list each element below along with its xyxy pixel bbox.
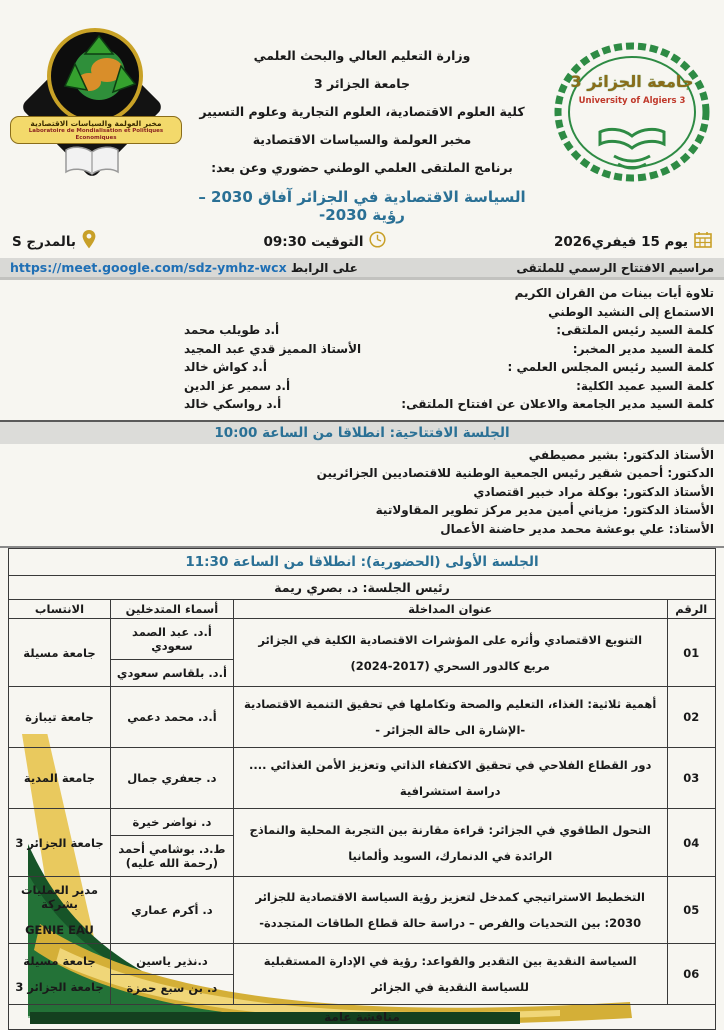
paper-title: السياسة النقدية بين التقدير والقواعد: رؤية في الإدارة المستقبلية للسياسة النقدية في الجزائر	[233, 944, 667, 1005]
speaker-line: الأستاذ الدكتور: بشير مصيطفي	[528, 447, 714, 462]
open-book-icon	[64, 146, 120, 184]
ministry-line: وزارة التعليم العالي والبحث العلمي	[253, 48, 471, 63]
paper-title: التحول الطاقوي في الجزائر: قراءة مقارنة بين التجربة المحلية والنماذج الرائدة في الدنمارك، السويد وألمانيا	[233, 809, 667, 877]
university-logo-english: University of Algiers 3	[578, 96, 686, 106]
speakers-entry: أ.د. عبد الصمد سعودي	[132, 625, 212, 653]
table-header-row	[9, 600, 716, 619]
column-affiliation: الانتساب	[9, 600, 111, 619]
speakers-cell	[110, 687, 233, 748]
paper-number: 06	[667, 944, 715, 1005]
info-row	[0, 230, 724, 253]
ceremony-item	[10, 303, 714, 322]
table-row	[9, 619, 716, 687]
header-text-block	[182, 0, 542, 224]
session-chair: رئيس الجلسة: د. بصري ريمة	[9, 576, 716, 600]
ceremony-speaker-name: أ.د سمير عز الدين	[184, 378, 291, 393]
paper-title: التنويع الاقتصادي وأثره على المؤشرات الاقتصادية الكلية في الجزائر مربع كالدور السحري (2017-2024)	[233, 619, 667, 687]
speakers-cell	[110, 877, 233, 944]
ceremony-item	[10, 377, 714, 396]
speaker-line: الأستاذ: علي بوعشة محمد مدير حاضنة الأعمال	[440, 521, 714, 536]
ceremony-label: كلمة السيد عميد الكلية:	[576, 378, 714, 393]
speakers-cell	[110, 748, 233, 809]
ceremony-item	[10, 395, 714, 414]
column-number: الرقم	[667, 600, 715, 619]
ceremony-label: كلمة السيد رئيس الملتقى:	[556, 323, 714, 337]
event-date: يوم 15 فيفري2026	[553, 233, 688, 250]
ceremony-label: كلمة السيد رئيس المجلس العلمي :	[507, 360, 714, 374]
speakers-entry: ط.د. بوشامي أحمد (رحمة الله عليه)	[111, 835, 233, 876]
table-row	[9, 809, 716, 877]
speakers-cell	[110, 809, 233, 877]
paper-title: أهمية ثلاثية: الغذاء، التعليم والصحة وتكاملها في تحقيق التنمية الاقتصادية -الإشارة الى حالة الجزائر -	[233, 687, 667, 748]
lab-logo-banner	[10, 116, 182, 144]
paper-title: التخطيط الاستراتيجي كمدخل لتعزيز رؤية السياسة الاقتصادية للجزائر 2030: بين التحديات والفرص – دراسة حالة قطاع الطاقات المتجددة-	[233, 877, 667, 944]
ceremony-label: كلمة السيد مدير الجامعة والاعلان عن افتتاح الملتقى:	[401, 397, 714, 411]
speakers-entry: أ.د. بلقاسم سعودي	[111, 659, 233, 686]
date-item	[554, 232, 712, 252]
ceremony-item	[10, 340, 714, 359]
speakers-cell	[110, 619, 233, 687]
aff-cell	[9, 619, 111, 687]
faculty-line: كلية العلوم الاقتصادية، العلوم التجارية وعلوم التسيير	[199, 104, 525, 119]
table-row	[9, 687, 716, 748]
aff-entry: مدير العمليات بشركة	[21, 883, 98, 911]
opening-ceremony-list	[0, 280, 724, 414]
speaker-line: الدكتور: أحمين شقير رئيس الجمعية الوطنية للاقتصاديين الجزائريين	[316, 466, 714, 480]
calendar-icon	[694, 232, 712, 252]
clock-icon	[369, 231, 386, 252]
opening-session	[0, 420, 724, 549]
aff-entry: جامعة مسيلة	[23, 645, 96, 660]
paper-number: 01	[667, 619, 715, 687]
event-time: التوقيت 09:30	[263, 233, 364, 250]
ceremony-item	[10, 358, 714, 377]
column-speakers: أسماء المتدخلين	[110, 600, 233, 619]
general-discussion-row: مناقشة عامة	[9, 1005, 716, 1030]
meet-link-group	[10, 260, 358, 275]
opening-session-speakers	[0, 444, 724, 549]
paper-title: دور القطاع الفلاحي في تحقيق الاكتفاء الذاتي وتعزيز الأمن الغذائي .... دراسة استشرافية	[233, 748, 667, 809]
opening-session-title: الجلسة الافتتاحية: انطلاقا من الساعة 10:00	[0, 422, 724, 444]
ceremony-item	[10, 284, 714, 303]
aff-cell	[9, 944, 111, 1005]
speakers-entry: د. جعفري جمال	[127, 771, 217, 785]
venue-item	[12, 230, 96, 253]
ceremony-speaker-name: الأستاذ المميز قدي عبد المجيد	[184, 341, 362, 356]
link-label: على الرابط	[290, 261, 358, 275]
speakers-entry: د. نواضر خيرة	[132, 815, 212, 829]
laboratory-line: مخبر العولمة والسياسات الاقتصادية	[252, 132, 472, 147]
location-pin-icon	[82, 230, 96, 253]
ceremony-label: كلمة السيد مدير المخبر:	[572, 341, 714, 356]
table-row	[9, 877, 716, 944]
ceremony-label: تلاوة أيات بينات من القران الكريم	[514, 286, 714, 300]
meet-link[interactable]: https://meet.google.com/sdz-ymhz-wcx	[10, 260, 287, 275]
aff-entry: GENIE EAU	[25, 923, 94, 937]
ceremony-speaker-name: أ.د رواسكي خالد	[184, 397, 282, 411]
aff-entry: جامعة مسيلة	[23, 954, 96, 968]
opening-ceremony-heading: مراسيم الافتتاح الرسمي للملتقى	[516, 260, 714, 275]
session-one-title: الجلسة الأولى (الحضورية): انطلاقا من الساعة 11:30	[9, 549, 716, 576]
university-logo	[552, 40, 712, 190]
speakers-cell	[110, 944, 233, 1005]
aff-entry: جامعة تيبازة	[25, 710, 94, 724]
ceremony-speaker-name: أ.د كواش خالد	[184, 360, 267, 374]
paper-number: 04	[667, 809, 715, 877]
table-row	[9, 748, 716, 809]
speakers-entry: د. أكرم عماري	[131, 903, 213, 917]
aff-entry: جامعة الجزائر 3	[15, 835, 104, 850]
link-bar	[0, 258, 724, 280]
speaker-line: الأستاذ الدكتور: بوكلة مراد خبير اقتصادي	[473, 484, 714, 499]
ceremony-item	[10, 321, 714, 340]
aff-cell	[9, 809, 111, 877]
session-table	[8, 548, 716, 1030]
aff-cell	[9, 877, 111, 944]
column-paper-title: عنوان المداخلة	[233, 600, 667, 619]
program-line: برنامج الملتقى العلمي الوطني حضوري وعن بعد:	[211, 160, 513, 175]
event-title: السياسة الاقتصادية في الجزائر آفاق 2030 –رؤية 2030-	[198, 188, 526, 224]
time-item	[263, 231, 386, 252]
speakers-entry: د.نذير ياسين	[136, 953, 208, 968]
event-venue: بالمدرج S	[12, 233, 76, 250]
university-logo-arabic: جامعة الجزائر 3	[570, 72, 694, 91]
lab-logo	[14, 26, 174, 201]
speakers-entry: أ.د. محمد دعمي	[127, 710, 217, 724]
speaker-line: الأستاذ الدكتور: مزياني أمين مدير مركز تطوير المقاولاتية	[375, 503, 714, 517]
ceremony-speaker-name: أ.د طويلب محمد	[184, 323, 280, 337]
aff-entry: جامعة المدية	[23, 771, 96, 785]
paper-number: 03	[667, 748, 715, 809]
aff-entry: جامعة الجزائر 3	[15, 980, 104, 994]
paper-number: 02	[667, 687, 715, 748]
aff-cell	[9, 687, 111, 748]
lab-logo-arabic-text: مخبر العولمة والسياسات الاقتصادية	[30, 119, 162, 128]
university-line: جامعة الجزائر 3	[313, 76, 410, 91]
speakers-entry: د. بن سبع حمزة	[111, 974, 233, 1001]
table-row	[9, 944, 716, 1005]
ceremony-label: الاستماع إلى النشيد الوطني	[548, 304, 714, 319]
aff-cell	[9, 748, 111, 809]
paper-number: 05	[667, 877, 715, 944]
lab-logo-french-text: Laboratoire de Mondialisation et Politiques Economiques	[28, 128, 164, 141]
lab-logo-globe-icon	[47, 28, 143, 124]
